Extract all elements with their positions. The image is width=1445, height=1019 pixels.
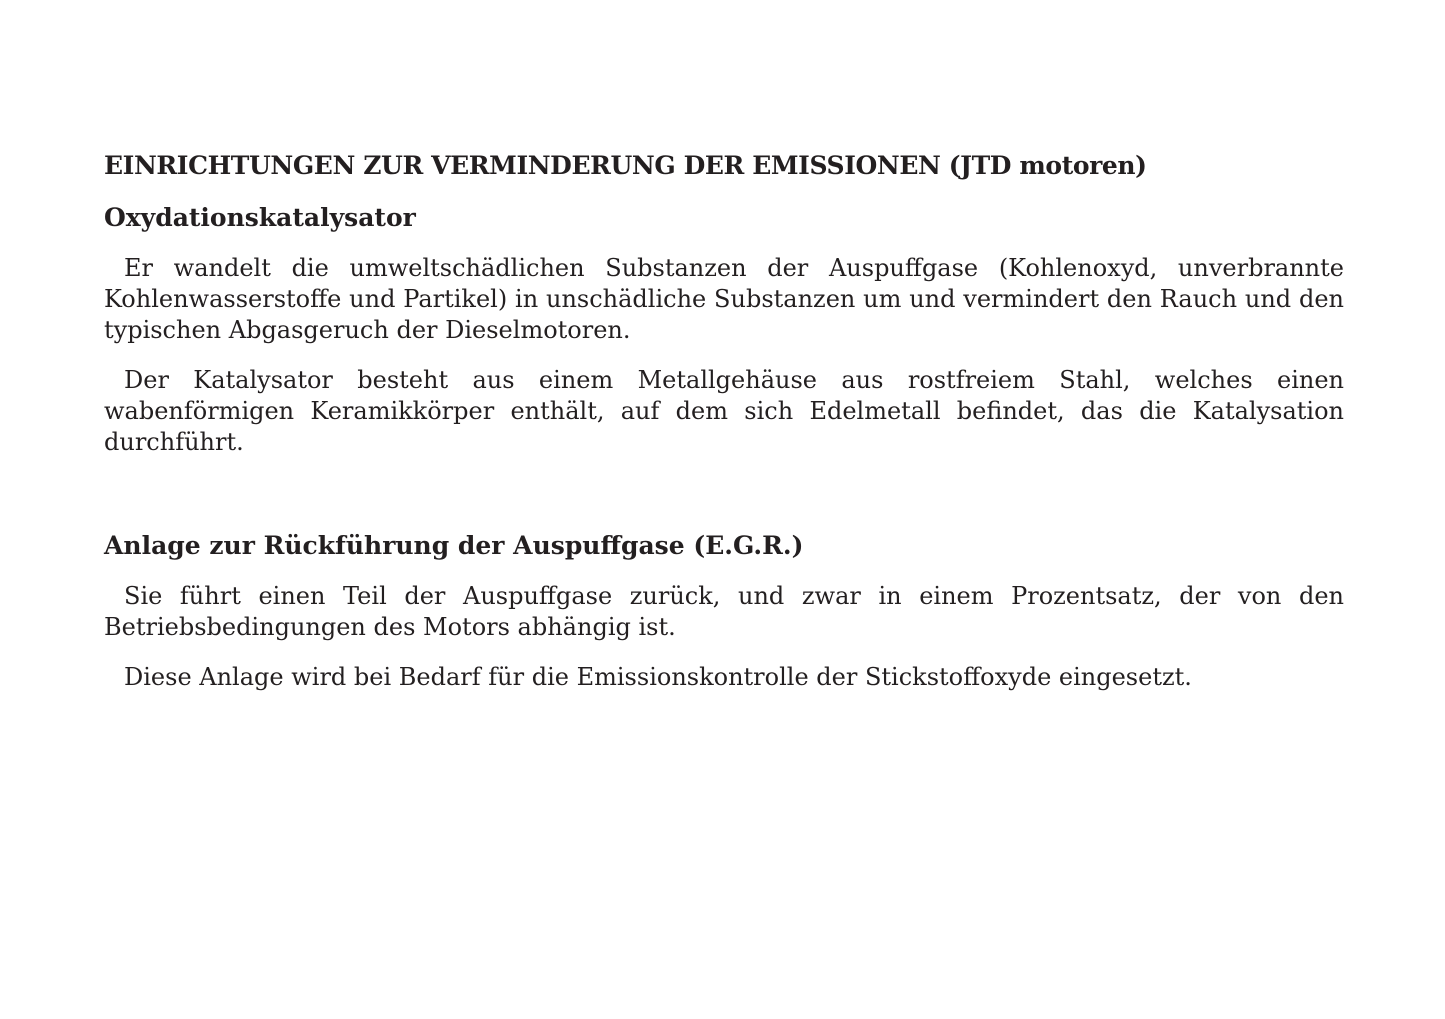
section-heading-egr: Anlage zur Rückführung der Auspuffgase (E.G.R.) (104, 531, 804, 560)
paragraph: Sie führt einen Teil der Auspuffgase zurück, und zwar in einem Prozentsatz, der von den Betriebsbedingungen des Motors abhängig ist. (104, 582, 1344, 641)
page-title: EINRICHTUNGEN ZUR VERMINDERUNG DER EMISSIONEN (JTD motoren) (104, 151, 1147, 180)
paragraph: Diese Anlage wird bei Bedarf für die Emissionskontrolle der Stickstoffoxyde eingesetzt. (124, 663, 1192, 691)
paragraph: Er wandelt die umweltschädlichen Substanzen der Auspuffgase (Kohlenoxyd, unverbrannte Kohlenwasserstoffe und Partikel) in unschädliche Substanzen um und vermindert den Rauch und den typischen Abgasgeruch der Dieselmotoren. (104, 254, 1344, 344)
document-page (104, 148, 1344, 693)
paragraph: Der Katalysator besteht aus einem Metallgehäuse aus rostfreiem Stahl, welches einen wabenförmigen Keramikkörper enthält, auf dem sich Edelmetall befindet, das die Katalysation durchführt. (104, 366, 1344, 456)
section-heading-oxidation-catalyst: Oxydationskatalysator (104, 203, 416, 232)
